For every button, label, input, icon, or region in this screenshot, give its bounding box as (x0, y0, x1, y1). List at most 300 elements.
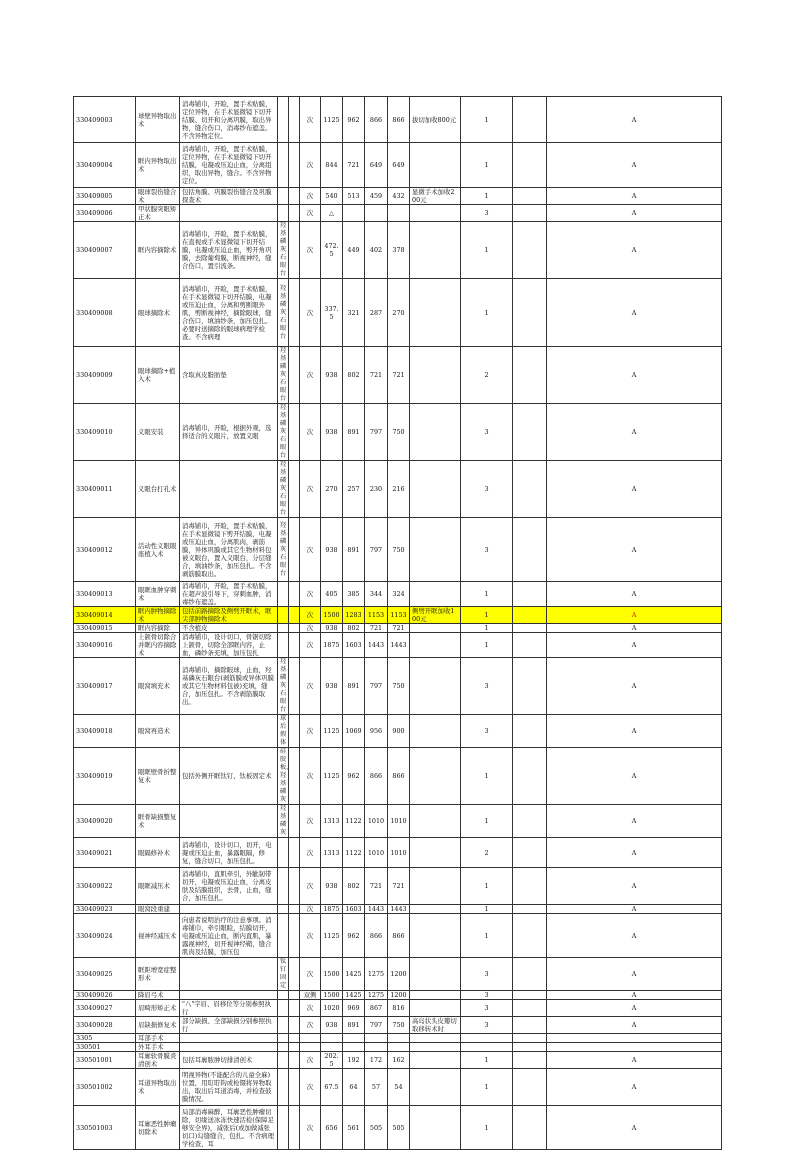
unit-cell: 次 (300, 1017, 321, 1034)
item-code-cell: 330409003 (74, 97, 136, 143)
table-row (74, 748, 722, 805)
item-name-cell: 义眼台打孔术 (136, 461, 180, 518)
price-3-cell: 505 (365, 1106, 388, 1150)
note-cell (410, 905, 461, 914)
spacer-cell (289, 347, 300, 404)
class-cell: 3 (461, 205, 513, 222)
price-4-cell: 816 (388, 1000, 410, 1017)
content-cell: 包括前路摘除及侧劈开眶术，眶尖部肿物摘除术 (180, 607, 278, 624)
category-cell: A (547, 805, 722, 838)
price-1-cell: 938 (321, 868, 343, 905)
excluded-content-cell: 羟基磷灰石眼台 (278, 518, 289, 582)
price-1-cell: 202.5 (321, 1052, 343, 1069)
spacer-cell (289, 748, 300, 805)
price-2-cell: 891 (343, 404, 365, 461)
price-1-cell: 540 (321, 188, 343, 205)
class-cell: 3 (461, 1000, 513, 1017)
price-4-cell: 1443 (388, 633, 410, 658)
note-cell: 拔切加收800元 (410, 97, 461, 143)
table-row (74, 205, 722, 222)
note-cell (410, 582, 461, 607)
item-code-cell: 330409005 (74, 188, 136, 205)
price-2-cell: 561 (343, 1106, 365, 1150)
excluded-content-cell: 羟基磷灰石眼台 (278, 404, 289, 461)
price-3-cell: 230 (365, 461, 388, 518)
price-1-cell: 472.5 (321, 222, 343, 279)
class-cell: 1 (461, 805, 513, 838)
note-cell (410, 143, 461, 188)
table-row (74, 1043, 722, 1052)
item-code-cell: 330501 (74, 1043, 136, 1052)
price-2-cell: 385 (343, 582, 365, 607)
unit-cell: 次 (300, 838, 321, 868)
price-4-cell: 900 (388, 715, 410, 748)
class-cell: 1 (461, 905, 513, 914)
spacer-cell (289, 222, 300, 279)
excluded-content-cell (278, 1034, 289, 1043)
price-1-cell: 1313 (321, 838, 343, 868)
category-cell: A (547, 838, 722, 868)
item-code-cell: 330409021 (74, 838, 136, 868)
table-row (74, 958, 722, 991)
price-3-cell: 57 (365, 1069, 388, 1106)
note-cell (410, 805, 461, 838)
category-cell: A (547, 958, 722, 991)
table-row (74, 658, 722, 715)
price-3-cell: 867 (365, 1000, 388, 1017)
price-2-cell: 64 (343, 1069, 365, 1106)
price-1-cell: 656 (321, 1106, 343, 1150)
category-cell: A (547, 624, 722, 633)
item-name-cell: 眼窝段重建 (136, 905, 180, 914)
table-row (74, 518, 722, 582)
price-1-cell: 844 (321, 143, 343, 188)
table-row (74, 715, 722, 748)
spacer-cell (289, 404, 300, 461)
item-code-cell: 330409019 (74, 748, 136, 805)
table-row (74, 222, 722, 279)
price-4-cell: 866 (388, 97, 410, 143)
unit-cell: 次 (300, 715, 321, 748)
item-code-cell: 330409022 (74, 868, 136, 905)
price-3-cell: 797 (365, 518, 388, 582)
excluded-content-cell (278, 624, 289, 633)
price-2-cell: 1603 (343, 633, 365, 658)
spacer-cell (289, 624, 300, 633)
blank-cell (513, 1052, 547, 1069)
content-cell: 消毒铺巾，开睑，根据外观，选择适合的义眼片，放置义眼 (180, 404, 278, 461)
table-row (74, 914, 722, 958)
class-cell (461, 1034, 513, 1043)
unit-cell: 次 (300, 222, 321, 279)
unit-cell: 次 (300, 624, 321, 633)
category-cell: A (547, 1017, 722, 1034)
unit-cell: 次 (300, 958, 321, 991)
spacer-cell (289, 461, 300, 518)
content-cell (180, 905, 278, 914)
category-cell: A (547, 633, 722, 658)
class-cell: 3 (461, 658, 513, 715)
category-cell: A (547, 658, 722, 715)
table-row (74, 991, 722, 1000)
note-cell: 显微手术加收200元 (410, 188, 461, 205)
note-cell (410, 748, 461, 805)
note-cell (410, 1034, 461, 1043)
blank-cell (513, 805, 547, 838)
price-3-cell: 1010 (365, 838, 388, 868)
item-code-cell: 330409023 (74, 905, 136, 914)
unit-cell: 次 (300, 582, 321, 607)
spacer-cell (289, 715, 300, 748)
class-cell: 2 (461, 838, 513, 868)
excluded-content-cell: 钛钉固定 (278, 958, 289, 991)
class-cell: 3 (461, 404, 513, 461)
excluded-content-cell (278, 1043, 289, 1052)
excluded-content-cell: 羟基磷灰 (278, 805, 289, 838)
excluded-content-cell (278, 868, 289, 905)
spacer-cell (289, 958, 300, 991)
table-row (74, 188, 722, 205)
spacer-cell (289, 633, 300, 658)
item-name-cell: 眼球摘除+植入术 (136, 347, 180, 404)
price-3-cell: 866 (365, 748, 388, 805)
spacer-cell (289, 518, 300, 582)
table-row (74, 1017, 722, 1034)
price-1-cell: 1125 (321, 97, 343, 143)
price-4-cell: 750 (388, 658, 410, 715)
price-3-cell: 649 (365, 143, 388, 188)
unit-cell: 次 (300, 1052, 321, 1069)
price-3-cell: 866 (365, 914, 388, 958)
price-4-cell: 378 (388, 222, 410, 279)
price-4-cell: 1010 (388, 838, 410, 868)
table-row (74, 633, 722, 658)
spacer-cell (289, 658, 300, 715)
spacer-cell (289, 905, 300, 914)
item-code-cell: 330409010 (74, 404, 136, 461)
unit-cell: 次 (300, 914, 321, 958)
price-2-cell: 969 (343, 1000, 365, 1017)
unit-cell: 次 (300, 279, 321, 347)
class-cell: 3 (461, 991, 513, 1000)
price-3-cell: 402 (365, 222, 388, 279)
item-code-cell: 330409015 (74, 624, 136, 633)
content-cell: 部分缺损、全部缺损分别参照执行 (180, 1017, 278, 1034)
item-name-cell: 球壁异物取出术 (136, 97, 180, 143)
spacer-cell (289, 582, 300, 607)
class-cell: 1 (461, 914, 513, 958)
note-cell (410, 958, 461, 991)
category-cell: A (547, 188, 722, 205)
blank-cell (513, 205, 547, 222)
item-code-cell: 330409006 (74, 205, 136, 222)
table-row (74, 607, 722, 624)
category-cell: A (547, 868, 722, 905)
excluded-content-cell (278, 1000, 289, 1017)
price-2-cell: 1122 (343, 838, 365, 868)
unit-cell: 次 (300, 205, 321, 222)
excluded-content-cell (278, 1052, 289, 1069)
price-1-cell: 1125 (321, 748, 343, 805)
price-4-cell: 1443 (388, 905, 410, 914)
item-name-cell: 甲状腺突眼矫正术 (136, 205, 180, 222)
price-2-cell: 1603 (343, 905, 365, 914)
category-cell (547, 1043, 722, 1052)
blank-cell (513, 958, 547, 991)
item-code-cell: 330409009 (74, 347, 136, 404)
content-cell: 消毒铺巾，开睑，置手术贴膜，在手术显微镜下切开结膜，电凝或压迫止血，分离和剪断眼外肌，剪断视神经，摘除眼球，缝合伤口，填油纱条，加压包扎。必要时送摘除的眼球病理学检查。不含病理 (180, 279, 278, 347)
spacer-cell (289, 97, 300, 143)
item-code-cell: 330501001 (74, 1052, 136, 1069)
content-cell: 明视异物(不能配合的儿童全麻)位置，用耵聍钩或枪镊将异物取出，取出后耳道消毒，并检查鼓膜情况。 (180, 1069, 278, 1106)
price-4-cell (388, 1043, 410, 1052)
category-cell: A (547, 205, 722, 222)
content-cell (180, 1043, 278, 1052)
category-cell (547, 1034, 722, 1043)
class-cell: 1 (461, 633, 513, 658)
content-cell (180, 991, 278, 1000)
category-cell: A (547, 222, 722, 279)
class-cell: 1 (461, 582, 513, 607)
table-row (74, 347, 722, 404)
price-1-cell (321, 1043, 343, 1052)
excluded-content-cell (278, 633, 289, 658)
blank-cell (513, 633, 547, 658)
price-3-cell (365, 1043, 388, 1052)
unit-cell: 次 (300, 97, 321, 143)
price-2-cell: 449 (343, 222, 365, 279)
price-3-cell: 1153 (365, 607, 388, 624)
price-3-cell: 172 (365, 1052, 388, 1069)
class-cell: 1 (461, 222, 513, 279)
class-cell: 3 (461, 518, 513, 582)
price-4-cell: 216 (388, 461, 410, 518)
spacer-cell (289, 868, 300, 905)
blank-cell (513, 914, 547, 958)
price-4-cell: 721 (388, 624, 410, 633)
unit-cell: 次 (300, 607, 321, 624)
price-1-cell: 1500 (321, 991, 343, 1000)
item-name-cell: 眶内肿物摘除术 (136, 607, 180, 624)
price-1-cell: 1020 (321, 1000, 343, 1017)
price-2-cell: 891 (343, 658, 365, 715)
price-2-cell: 962 (343, 97, 365, 143)
blank-cell (513, 222, 547, 279)
content-cell (180, 715, 278, 748)
excluded-content-cell (278, 1017, 289, 1034)
price-3-cell: 866 (365, 97, 388, 143)
price-1-cell: 1875 (321, 905, 343, 914)
price-2-cell (343, 205, 365, 222)
note-cell: 高岛状头皮瓣切取移转术时 (410, 1017, 461, 1034)
excluded-content-cell (278, 582, 289, 607)
price-3-cell: 721 (365, 347, 388, 404)
note-cell: 侧劈开眶加收100元 (410, 607, 461, 624)
unit-cell (300, 1034, 321, 1043)
price-2-cell: 802 (343, 624, 365, 633)
content-cell (180, 805, 278, 838)
content-cell: 消毒铺巾，开睑，置手术贴膜，在直视或手术显微镜下切开结膜，电凝或压迫止血，剪开角巩膜，去除葡萄膜，断视神经，缝合伤口，置引流条。 (180, 222, 278, 279)
content-cell: 包括角膜、巩膜裂伤缝合及巩膜探查术 (180, 188, 278, 205)
category-cell: A (547, 143, 722, 188)
blank-cell (513, 188, 547, 205)
price-1-cell: 938 (321, 404, 343, 461)
class-cell: 3 (461, 1017, 513, 1034)
price-2-cell: 1425 (343, 958, 365, 991)
price-4-cell: 750 (388, 518, 410, 582)
spacer-cell (289, 1043, 300, 1052)
price-4-cell: 721 (388, 347, 410, 404)
excluded-content-cell (278, 991, 289, 1000)
price-1-cell: 405 (321, 582, 343, 607)
class-cell: 2 (461, 347, 513, 404)
price-1-cell: 938 (321, 658, 343, 715)
unit-cell: 次 (300, 658, 321, 715)
unit-cell: 次 (300, 868, 321, 905)
category-cell: A (547, 1069, 722, 1106)
excluded-content-cell: 羟基磷灰石眼台 (278, 461, 289, 518)
content-cell: 消毒铺巾，摘除眼球，止血，羟基磷灰石眼台(剥筋膜或异体巩膜或其它生物材料包被)充填，缝合，加压包扎。不含剥筋膜取出。 (180, 658, 278, 715)
category-cell: A (547, 1106, 722, 1150)
blank-cell (513, 1017, 547, 1034)
item-code-cell: 330409026 (74, 991, 136, 1000)
item-name-cell: 眼眶血肿穿刺术 (136, 582, 180, 607)
blank-cell (513, 748, 547, 805)
unit-cell: 次 (300, 1069, 321, 1106)
price-4-cell: 721 (388, 868, 410, 905)
spacer-cell (289, 205, 300, 222)
price-3-cell: 797 (365, 1017, 388, 1034)
content-cell: 消毒铺巾，开睑，置手术贴膜，在手术显微镜下剪开结膜，电凝或压迫止血，分离肌肉，剥筋膜，异体巩膜或其它生物材料包被义眼台，置入义眼台，分层缝合，填油纱条，加压包扎。不含剥筋膜取出。 (180, 518, 278, 582)
item-name-cell: 上颌骨切除合并眶内容摘除术 (136, 633, 180, 658)
price-2-cell: 962 (343, 748, 365, 805)
price-4-cell (388, 205, 410, 222)
category-cell: A (547, 1000, 722, 1017)
table-row (74, 905, 722, 914)
table-row (74, 97, 722, 143)
blank-cell (513, 905, 547, 914)
price-3-cell: 721 (365, 624, 388, 633)
class-cell: 1 (461, 97, 513, 143)
blank-cell (513, 461, 547, 518)
item-code-cell: 330501003 (74, 1106, 136, 1150)
price-1-cell: 67.5 (321, 1069, 343, 1106)
spacer-cell (289, 607, 300, 624)
unit-cell: 次 (300, 1000, 321, 1017)
item-name-cell: 眼窝再造术 (136, 715, 180, 748)
item-name-cell: 眉缺损修复术 (136, 1017, 180, 1034)
blank-cell (513, 143, 547, 188)
spacer-cell (289, 143, 300, 188)
category-cell: A (547, 582, 722, 607)
note-cell (410, 868, 461, 905)
price-2-cell (343, 1034, 365, 1043)
table-row (74, 1106, 722, 1150)
item-code-cell: 330409027 (74, 1000, 136, 1017)
content-cell: 消毒铺巾，开睑，置手术贴膜，在超声波引导下，穿刺血肿，消毒纱布遮盖。 (180, 582, 278, 607)
price-4-cell: 1200 (388, 991, 410, 1000)
unit-cell: 次 (300, 1106, 321, 1150)
category-cell: A (547, 461, 722, 518)
item-name-cell: 义眼安装 (136, 404, 180, 461)
class-cell: 1 (461, 1106, 513, 1150)
class-cell: 3 (461, 958, 513, 991)
excluded-content-cell: 羟基磷灰石眼台 (278, 347, 289, 404)
table-row (74, 461, 722, 518)
content-cell: 消毒铺巾，开睑，置手术贴膜，定位异物，在手术显微镜下切开结膜、切开和分离巩膜，取出异物，缝合伤口，消毒纱布遮盖。不含异物定位。 (180, 97, 278, 143)
content-cell: 局部消毒麻醉，耳廓恶性肿瘤切除，切缘送冰冻快速活检(保障足够安全界)，减张后(或加做减张切口)勾缝缝合，包扎。不含病理学检查、耳 (180, 1106, 278, 1150)
price-2-cell: 1069 (343, 715, 365, 748)
table-row (74, 868, 722, 905)
price-table (73, 96, 722, 1150)
note-cell (410, 838, 461, 868)
unit-cell: 次 (300, 633, 321, 658)
item-code-cell: 330409024 (74, 914, 136, 958)
class-cell: 1 (461, 607, 513, 624)
price-1-cell: 938 (321, 1017, 343, 1034)
note-cell (410, 518, 461, 582)
item-name-cell: 耳道异物取出术 (136, 1069, 180, 1106)
price-2-cell: 257 (343, 461, 365, 518)
spacer-cell (289, 838, 300, 868)
unit-cell: 次 (300, 461, 321, 518)
excluded-content-cell (278, 905, 289, 914)
price-3-cell: 797 (365, 658, 388, 715)
category-cell: A (547, 404, 722, 461)
blank-cell (513, 279, 547, 347)
spacer-cell (289, 914, 300, 958)
note-cell (410, 1106, 461, 1150)
item-name-cell: 眼窝填充术 (136, 658, 180, 715)
blank-cell (513, 868, 547, 905)
price-1-cell: 938 (321, 347, 343, 404)
excluded-content-cell: 硅胶板、羟基磷灰 (278, 748, 289, 805)
price-2-cell: 802 (343, 347, 365, 404)
spacer-cell (289, 1052, 300, 1069)
price-4-cell: 866 (388, 914, 410, 958)
unit-cell: 次 (300, 518, 321, 582)
item-name-cell: 降眉弓术 (136, 991, 180, 1000)
blank-cell (513, 404, 547, 461)
content-cell: 消毒铺巾，直肌牵引，外眦韧带切开，电凝或压迫止血，分离皮肤及结膜组织，去骨，止血，缝合，加压包扎。 (180, 868, 278, 905)
item-code-cell: 330409028 (74, 1017, 136, 1034)
note-cell (410, 1043, 461, 1052)
item-name-cell: 耳廓恶性肿瘤切除术 (136, 1106, 180, 1150)
spacer-cell (289, 279, 300, 347)
category-cell: A (547, 991, 722, 1000)
category-cell: A (547, 715, 722, 748)
item-code-cell: 330409014 (74, 607, 136, 624)
price-3-cell: 1443 (365, 633, 388, 658)
price-3-cell: 459 (365, 188, 388, 205)
price-4-cell (388, 1034, 410, 1043)
content-cell: 不含植皮 (180, 624, 278, 633)
price-3-cell: 1010 (365, 805, 388, 838)
item-name-cell: 眼眶减压术 (136, 868, 180, 905)
price-2-cell (343, 1043, 365, 1052)
blank-cell (513, 991, 547, 1000)
table-row (74, 1000, 722, 1017)
excluded-content-cell (278, 838, 289, 868)
excluded-content-cell (278, 607, 289, 624)
category-cell: A (547, 518, 722, 582)
item-name-cell: 眶内容摘除 (136, 624, 180, 633)
content-cell: 包括外侧开眶钛钉、钛板固定术 (180, 748, 278, 805)
content-cell (180, 461, 278, 518)
class-cell: 3 (461, 461, 513, 518)
price-4-cell: 432 (388, 188, 410, 205)
category-cell: A (547, 279, 722, 347)
